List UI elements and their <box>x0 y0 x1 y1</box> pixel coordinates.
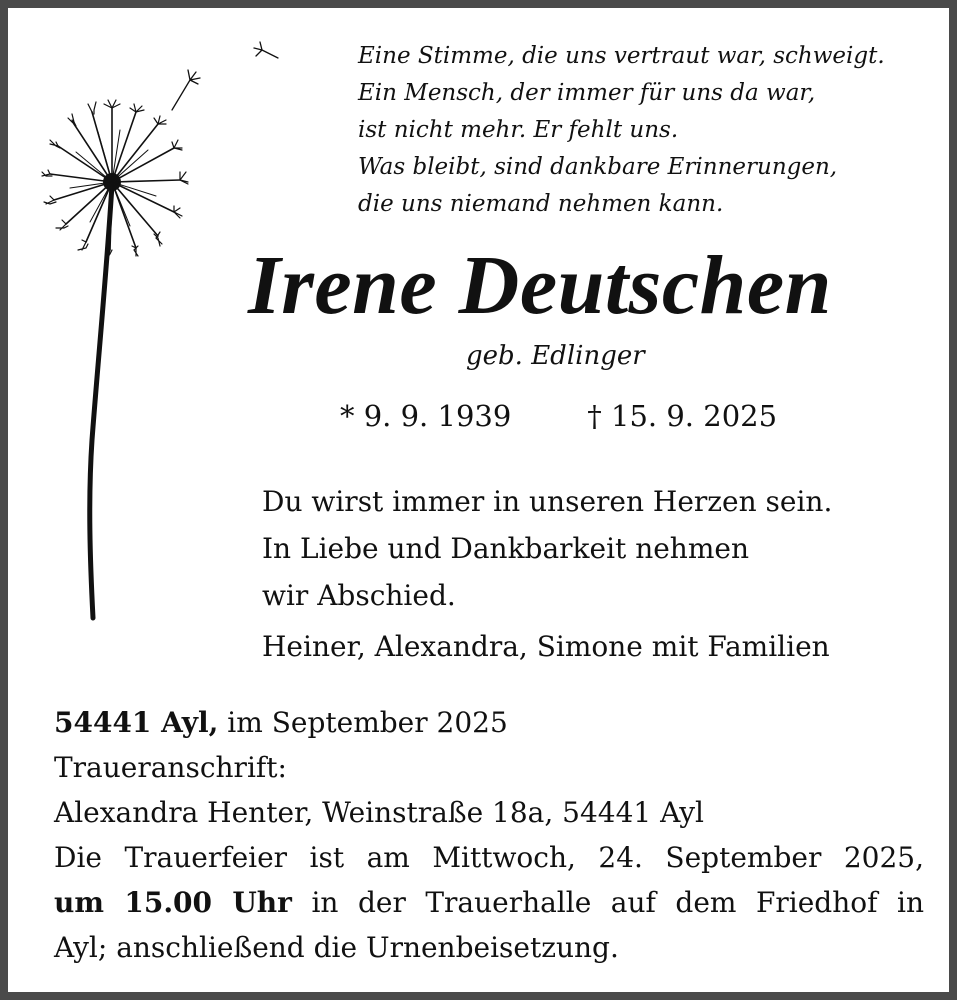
deceased-name: Irene Deutschen <box>248 239 832 332</box>
ceremony-line: Die Trauerfeier ist am Mittwoch, 24. September 2025, <box>54 841 924 874</box>
life-dates <box>340 394 777 438</box>
death-date: † 15. 9. 2025 <box>587 399 778 433</box>
poem-line: Ein Mensch, der immer für uns da war, <box>358 80 816 106</box>
ceremony-time-line <box>54 880 924 925</box>
poem-line: Was bleibt, sind dankbare Erinnerungen, <box>358 154 838 180</box>
message-line: In Liebe und Dankbarkeit nehmen <box>262 532 749 565</box>
place-date: im September 2025 <box>218 706 508 739</box>
burial-line: Ayl; anschließend die Urnenbeisetzung. <box>54 931 619 964</box>
birth-date: * 9. 9. 1939 <box>340 399 512 433</box>
place-label: 54441 Ayl, <box>54 706 219 739</box>
poem-line: die uns niemand nehmen kann. <box>358 191 724 217</box>
ceremony-time: um 15.00 Uhr <box>54 886 292 919</box>
message-line: Du wirst immer in unseren Herzen sein. <box>262 485 833 518</box>
poem-line: ist nicht mehr. Er fehlt uns. <box>358 117 679 143</box>
place-date-line <box>54 700 924 745</box>
farewell-message <box>262 478 942 619</box>
message-line: wir Abschied. <box>262 579 456 612</box>
poem-line: Eine Stimme, die uns vertraut war, schweigt. <box>358 43 885 69</box>
ceremony-location: in der Trauerhalle auf dem Friedhof in <box>291 886 924 919</box>
address-label: Traueranschrift: <box>54 751 287 784</box>
mourners-signature: Heiner, Alexandra, Simone mit Familien <box>262 630 830 663</box>
maiden-name: geb. Edlinger <box>466 341 645 371</box>
memorial-poem <box>358 38 938 223</box>
funeral-info <box>54 700 924 970</box>
mourning-address: Alexandra Henter, Weinstraße 18a, 54441 Ayl <box>54 796 705 829</box>
